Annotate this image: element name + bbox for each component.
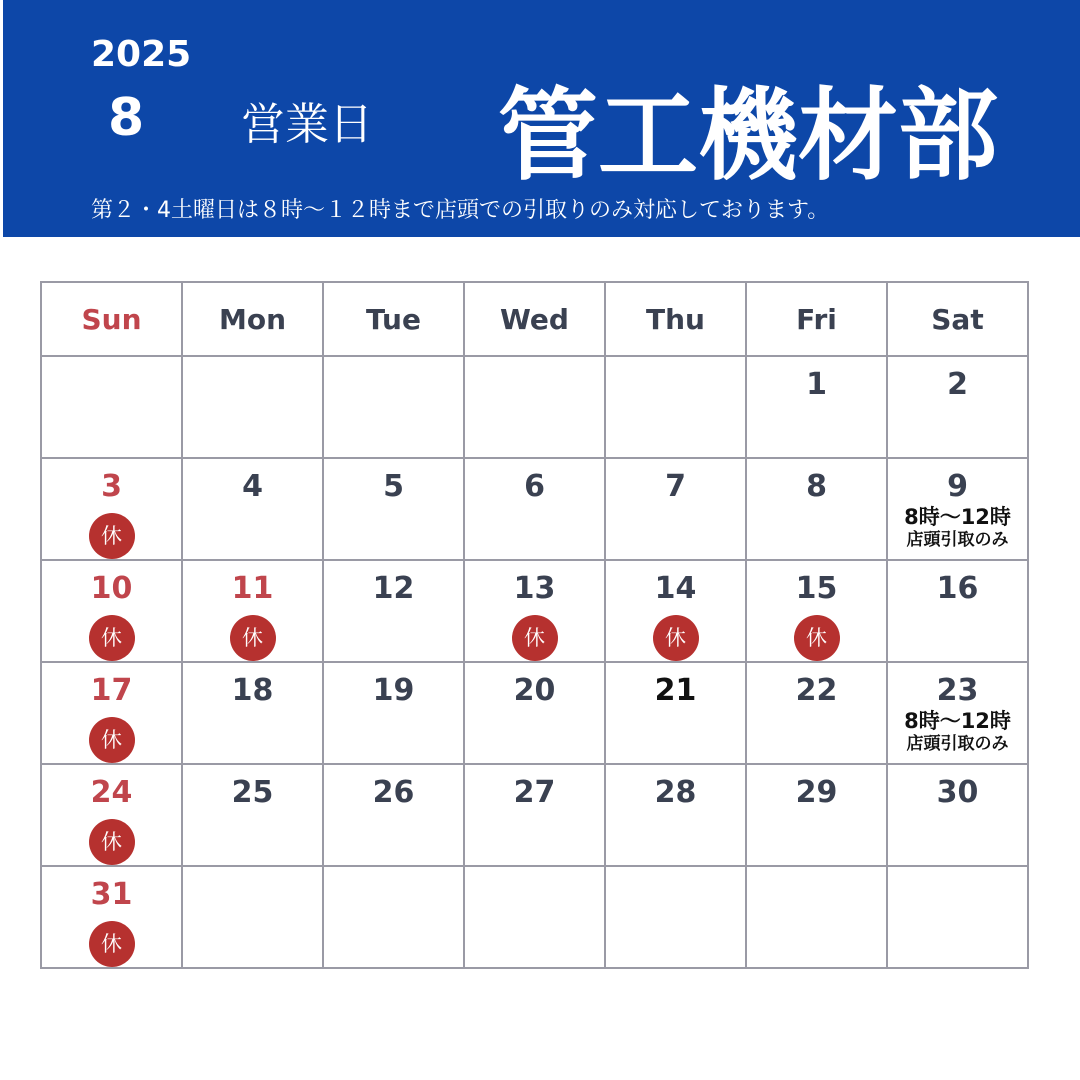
week-row bbox=[41, 560, 1028, 662]
day-number: 11 bbox=[231, 571, 274, 606]
day-number: 25 bbox=[231, 775, 274, 810]
subtitle-label: 営業日 bbox=[241, 99, 373, 150]
closed-badge: 休 bbox=[512, 615, 558, 661]
closed-badge: 休 bbox=[653, 615, 699, 661]
empty-day-cell bbox=[41, 356, 182, 458]
day-number: 2 bbox=[947, 367, 968, 402]
day-number: 13 bbox=[513, 571, 556, 606]
weekday-sat: Sat bbox=[887, 282, 1028, 356]
day-number: 10 bbox=[90, 571, 133, 606]
day-number: 22 bbox=[795, 673, 838, 708]
day-number: 24 bbox=[90, 775, 133, 810]
weekday-fri: Fri bbox=[746, 282, 887, 356]
empty-day-cell bbox=[323, 356, 464, 458]
day-cell bbox=[746, 764, 887, 866]
header-banner bbox=[3, 0, 1080, 237]
day-cell bbox=[887, 356, 1028, 458]
day-cell bbox=[887, 458, 1028, 560]
empty-day-cell bbox=[464, 356, 605, 458]
month-label: 8 bbox=[108, 88, 145, 148]
week-row bbox=[41, 866, 1028, 968]
saturday-pickup-note: 店頭引取のみ bbox=[906, 530, 1009, 550]
empty-day-cell bbox=[464, 866, 605, 968]
day-cell bbox=[605, 458, 746, 560]
day-cell bbox=[464, 764, 605, 866]
weekday-wed: Wed bbox=[464, 282, 605, 356]
day-cell bbox=[887, 662, 1028, 764]
empty-day-cell bbox=[182, 356, 323, 458]
day-number: 3 bbox=[101, 469, 122, 504]
day-cell bbox=[182, 458, 323, 560]
day-number: 6 bbox=[524, 469, 545, 504]
weekday-thu: Thu bbox=[605, 282, 746, 356]
day-number: 19 bbox=[372, 673, 415, 708]
day-number: 16 bbox=[936, 571, 979, 606]
day-number: 21 bbox=[654, 673, 697, 708]
closed-badge: 休 bbox=[89, 921, 135, 967]
empty-day-cell bbox=[746, 866, 887, 968]
day-number: 5 bbox=[383, 469, 404, 504]
closed-badge: 休 bbox=[89, 819, 135, 865]
day-cell bbox=[464, 560, 605, 662]
day-number: 23 bbox=[936, 673, 979, 708]
day-number: 20 bbox=[513, 673, 556, 708]
day-number: 18 bbox=[231, 673, 274, 708]
weekday-header-row bbox=[41, 282, 1028, 356]
year-label: 2025 bbox=[91, 34, 192, 75]
day-number: 1 bbox=[806, 367, 827, 402]
week-row bbox=[41, 764, 1028, 866]
saturday-hours-note: 8時〜12時 bbox=[904, 505, 1011, 529]
day-cell bbox=[464, 662, 605, 764]
weekday-tue: Tue bbox=[323, 282, 464, 356]
day-cell bbox=[41, 866, 182, 968]
day-number: 7 bbox=[665, 469, 686, 504]
week-row bbox=[41, 356, 1028, 458]
page-title: 管工機材部 bbox=[498, 77, 998, 194]
day-number: 27 bbox=[513, 775, 556, 810]
day-cell bbox=[464, 458, 605, 560]
day-cell bbox=[746, 560, 887, 662]
empty-day-cell bbox=[887, 866, 1028, 968]
week-row bbox=[41, 458, 1028, 560]
day-cell bbox=[323, 458, 464, 560]
weekday-mon: Mon bbox=[182, 282, 323, 356]
day-cell bbox=[746, 356, 887, 458]
closed-badge: 休 bbox=[794, 615, 840, 661]
notice-text: 第２・4土曜日は８時〜１２時まで店頭での引取りのみ対応しております。 bbox=[91, 198, 830, 223]
calendar-grid bbox=[40, 281, 1029, 969]
day-cell bbox=[605, 764, 746, 866]
day-cell bbox=[746, 458, 887, 560]
day-cell bbox=[323, 560, 464, 662]
empty-day-cell bbox=[605, 356, 746, 458]
day-cell bbox=[41, 458, 182, 560]
saturday-hours-note: 8時〜12時 bbox=[904, 709, 1011, 733]
day-cell bbox=[182, 560, 323, 662]
day-number: 15 bbox=[795, 571, 838, 606]
empty-day-cell bbox=[605, 866, 746, 968]
day-number: 26 bbox=[372, 775, 415, 810]
closed-badge: 休 bbox=[89, 717, 135, 763]
day-number: 4 bbox=[242, 469, 263, 504]
day-number: 28 bbox=[654, 775, 697, 810]
weekday-sun: Sun bbox=[41, 282, 182, 356]
empty-day-cell bbox=[182, 866, 323, 968]
day-number: 29 bbox=[795, 775, 838, 810]
day-cell bbox=[41, 662, 182, 764]
day-cell bbox=[605, 662, 746, 764]
day-number: 8 bbox=[806, 469, 827, 504]
day-cell bbox=[323, 662, 464, 764]
day-cell bbox=[887, 560, 1028, 662]
closed-badge: 休 bbox=[89, 513, 135, 559]
closed-badge: 休 bbox=[89, 615, 135, 661]
day-number: 12 bbox=[372, 571, 415, 606]
day-cell bbox=[182, 662, 323, 764]
day-number: 9 bbox=[947, 469, 968, 504]
day-number: 31 bbox=[90, 877, 133, 912]
closed-badge: 休 bbox=[230, 615, 276, 661]
day-cell bbox=[41, 764, 182, 866]
day-cell bbox=[605, 560, 746, 662]
day-cell bbox=[41, 560, 182, 662]
week-row bbox=[41, 662, 1028, 764]
day-cell bbox=[746, 662, 887, 764]
day-number: 30 bbox=[936, 775, 979, 810]
day-number: 14 bbox=[654, 571, 697, 606]
day-cell bbox=[887, 764, 1028, 866]
day-cell bbox=[182, 764, 323, 866]
day-cell bbox=[323, 764, 464, 866]
day-number: 17 bbox=[90, 673, 133, 708]
empty-day-cell bbox=[323, 866, 464, 968]
saturday-pickup-note: 店頭引取のみ bbox=[906, 734, 1009, 754]
